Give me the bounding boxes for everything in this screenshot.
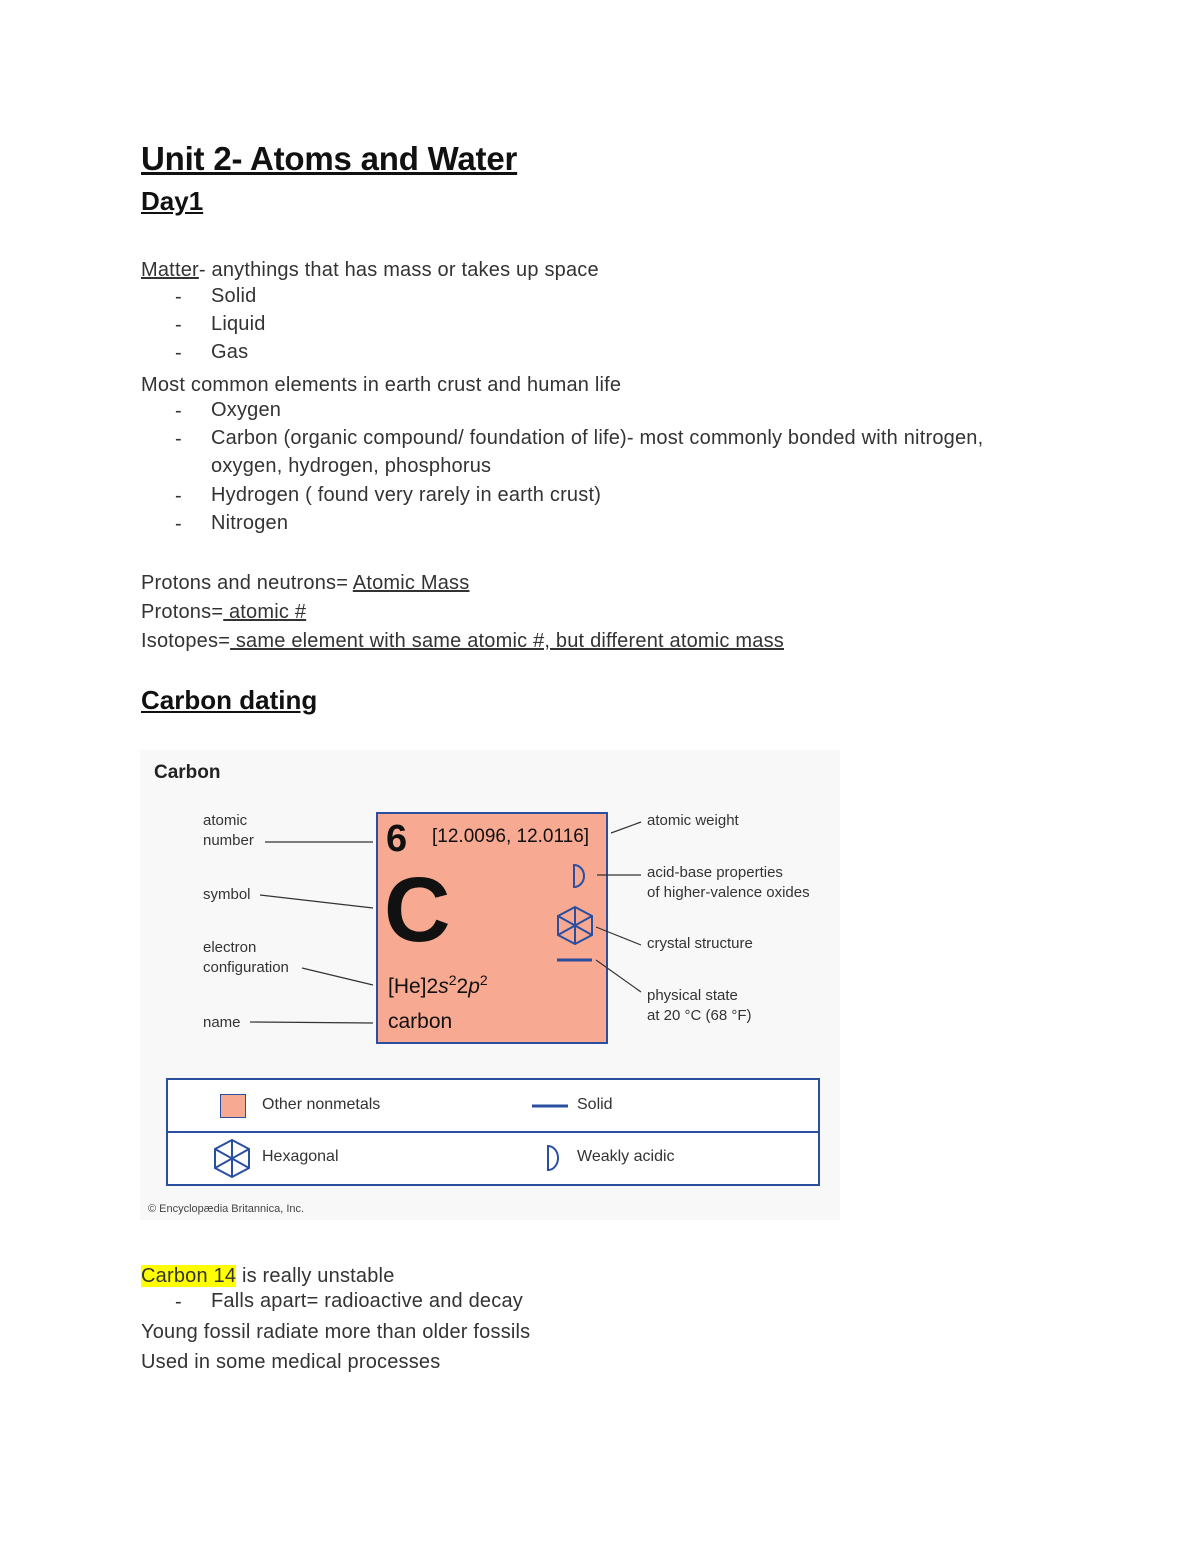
medical-line: Used in some medical processes xyxy=(141,1351,441,1373)
bullet-dash: - xyxy=(175,485,182,507)
leader-state xyxy=(596,960,641,992)
element-weight: [12.0096, 12.0116] xyxy=(432,826,590,847)
fossil-line: Young fossil radiate more than older fossils xyxy=(141,1321,531,1343)
label-acid-base-line2: of higher-valence oxides xyxy=(647,884,810,901)
carbon14-rest: is really unstable xyxy=(236,1265,395,1287)
weakly-acidic-icon xyxy=(574,865,584,887)
elements-heading: Most common elements in earth crust and human life xyxy=(141,374,622,396)
config-mid: 2 xyxy=(456,975,469,998)
bullet-dash: - xyxy=(175,342,182,364)
bullet-dash: - xyxy=(175,314,182,336)
label-atomic-weight: atomic weight xyxy=(647,812,739,829)
page-subtitle: Day1 xyxy=(141,186,204,216)
hexagonal-icon xyxy=(558,907,592,944)
matter-term: Matter xyxy=(141,259,199,281)
legend-acidity: Weakly acidic xyxy=(577,1148,675,1165)
bullet-dash: - xyxy=(175,286,182,308)
label-name: name xyxy=(203,1014,241,1031)
bullet-dash: - xyxy=(175,400,182,422)
element-oxygen: Oxygen xyxy=(211,399,282,421)
element-name: carbon xyxy=(388,1010,453,1033)
bullet-dash: - xyxy=(175,513,182,535)
figure-copyright: © Encyclopædia Britannica, Inc. xyxy=(148,1203,305,1215)
atomic-mass-value: Atomic Mass xyxy=(352,572,470,594)
legend-hexagonal-icon xyxy=(215,1140,249,1177)
element-number: 6 xyxy=(386,818,408,860)
config-p: p xyxy=(468,975,480,998)
config-sup1: 2 xyxy=(448,972,457,988)
leader-config xyxy=(302,968,373,985)
label-crystal-structure: crystal structure xyxy=(647,935,753,952)
bullet-dash: - xyxy=(175,1291,182,1313)
config-base: [He]2 xyxy=(388,975,439,998)
legend-category: Other nonmetals xyxy=(262,1096,381,1113)
leader-name xyxy=(250,1022,373,1023)
leader-crystal xyxy=(596,927,641,945)
isotopes-prefix: Isotopes= xyxy=(141,630,231,652)
state-solid: Solid xyxy=(211,285,257,307)
legend-state: Solid xyxy=(577,1096,613,1113)
atomic-mass-prefix: Protons and neutrons= xyxy=(141,572,353,594)
label-atomic-number-line1: atomic xyxy=(203,812,248,829)
label-electron-config-line2: configuration xyxy=(203,959,289,976)
element-carbon-cont: oxygen, hydrogen, phosphorus xyxy=(211,455,492,477)
state-liquid: Liquid xyxy=(211,313,266,335)
bullet-dash: - xyxy=(175,428,182,450)
carbon14-highlight: Carbon 14 xyxy=(141,1265,237,1287)
carbon14-line xyxy=(141,1262,395,1290)
carbon14-bullet: Falls apart= radioactive and decay xyxy=(211,1290,523,1312)
label-symbol: symbol xyxy=(203,886,251,903)
legend-crystal: Hexagonal xyxy=(262,1148,339,1165)
leader-weight xyxy=(611,822,641,833)
element-nitrogen: Nitrogen xyxy=(211,512,289,534)
page-title: Unit 2- Atoms and Water xyxy=(141,140,518,177)
element-hydrogen: Hydrogen ( found very rarely in earth crust) xyxy=(211,484,602,506)
legend-weakly-acidic-icon xyxy=(548,1146,558,1170)
carbon-dating-heading: Carbon dating xyxy=(141,685,318,715)
label-electron-config-line1: electron xyxy=(203,939,257,956)
figure-title: Carbon xyxy=(154,762,221,783)
config-s: s xyxy=(438,975,449,998)
atomic-number-prefix: Protons= xyxy=(141,601,224,623)
config-sup2: 2 xyxy=(479,972,488,988)
label-acid-base-line1: acid-base properties xyxy=(647,864,783,881)
atomic-number-value: atomic # xyxy=(223,601,307,623)
label-atomic-number-line2: number xyxy=(203,832,254,849)
element-carbon: Carbon (organic compound/ foundation of life)- most commonly bonded with nitrogen, xyxy=(211,427,984,449)
element-symbol: C xyxy=(384,859,451,961)
isotopes-value: same element with same atomic #, but different atomic mass xyxy=(230,630,784,652)
leader-symbol xyxy=(260,895,373,908)
label-physical-state-line2: at 20 °C (68 °F) xyxy=(647,1007,752,1024)
label-physical-state-line1: physical state xyxy=(647,987,738,1004)
matter-definition: - anythings that has mass or takes up space xyxy=(198,259,599,281)
state-gas: Gas xyxy=(211,341,249,363)
